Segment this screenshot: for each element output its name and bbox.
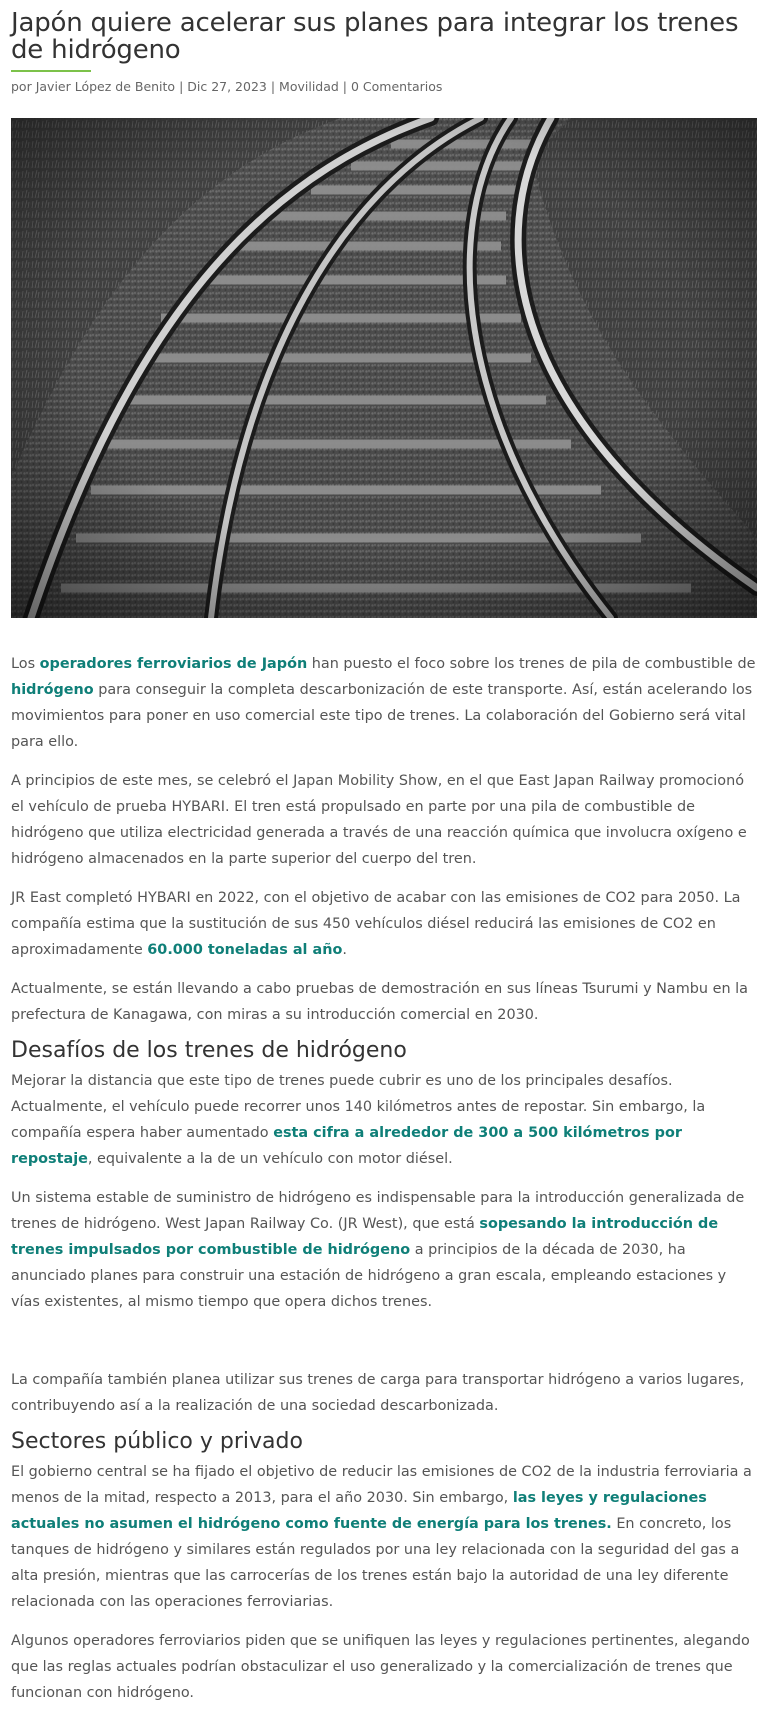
meta-separator: | — [175, 79, 188, 94]
paragraph-1 — [11, 651, 757, 755]
text-run: Los — [11, 656, 40, 672]
text-run: . — [342, 942, 347, 958]
paragraph-7: La compañía también planea utilizar sus trenes de carga para transportar hidrógeno a varios lugares, contribuyendo así a la realización de una sociedad descarbonizada. — [11, 1372, 745, 1414]
text-run: El gobierno central se ha fijado el objetivo de reducir las emisiones de CO2 de la industria ferroviaria a menos de la mitad, respecto a 2013, para el año 2030. Sin embargo, — [11, 1464, 752, 1506]
paragraph-3 — [11, 885, 757, 963]
link-hidrogeno[interactable]: hidrógeno — [11, 682, 94, 698]
article-title: Japón quiere acelerar sus planes para integrar los trenes de hidrógeno — [11, 8, 739, 65]
paragraph-4: Actualmente, se están llevando a cabo pruebas de demostración en sus líneas Tsurumi y Nambu en la prefectura de Kanagawa, con miras a su introducción comercial en 2030. — [11, 981, 748, 1023]
paragraph-6 — [11, 1185, 757, 1315]
meta-separator: | — [338, 79, 351, 94]
hero-image-railway-tracks — [11, 118, 757, 618]
category-link[interactable]: Movilidad — [279, 79, 339, 94]
paragraph-8 — [11, 1459, 757, 1615]
paragraph-5 — [11, 1068, 757, 1172]
text-run: Un sistema estable de suministro de hidrógeno es indispensable para la introducción generalizada de trenes de hidrógeno. West Japan Railway Co. (JR West), que está — [11, 1190, 745, 1232]
author-link[interactable]: Javier López de Benito — [35, 79, 176, 94]
comments-link[interactable]: 0 Comentarios — [351, 79, 443, 94]
text-run: En concreto, los tanques de hidrógeno y similares están regulados por una ley relacionada con la seguridad del gas a alta presión, mientras que las carrocerías de los trenes están bajo la autoridad de una ley diferente relacionada con las operaciones ferroviarias. — [11, 1516, 740, 1610]
section-heading-desafios: Desafíos de los trenes de hidrógeno — [11, 1038, 407, 1063]
link-operadores-ferroviarios[interactable]: operadores ferroviarios de Japón — [39, 656, 308, 672]
post-meta — [11, 78, 757, 96]
section-heading-sectores: Sectores público y privado — [11, 1429, 303, 1454]
railway-tracks-illustration — [11, 118, 757, 618]
text-run: para conseguir la completa descarbonización de este transporte. Así, están acelerando los movimientos para poner en uso comercial este tipo de trenes. La colaboración del Gobierno será vital para ello. — [11, 682, 753, 750]
paragraph-9: Algunos operadores ferroviarios piden que se unifiquen las leyes y regulaciones pertinentes, alegando que las reglas actuales podrían obstaculizar el uso generalizado y la comercialización de trenes que funcionan con hidrógeno. — [11, 1633, 750, 1701]
paragraph-2: A principios de este mes, se celebró el Japan Mobility Show, en el que East Japan Railway promocionó el vehículo de prueba HYBARI. El tren está propulsado en parte por una pila de combustible de hidrógeno que utiliza electricidad generada a través de una reacción química que involucra oxígeno e hidrógeno almacenados en la parte superior del cuerpo del tren. — [11, 773, 747, 867]
text-run: Mejorar la distancia que este tipo de trenes puede cubrir es uno de los principales desafíos. Actualmente, el vehículo puede recorrer unos 140 kilómetros antes de repostar. Sin embargo, la compañía espera haber aumentado — [11, 1073, 706, 1141]
empty-spacer — [11, 1315, 757, 1367]
post-date: Dic 27, 2023 — [187, 79, 267, 94]
link-sopesando-introduccion[interactable]: sopesando la introducción de trenes impulsados por combustible de hidrógeno — [11, 1216, 719, 1258]
article — [11, 0, 757, 1706]
text-run: a principios de la década de 2030, ha anunciado planes para construir una estación de hidrógeno a gran escala, empleando estaciones y vías existentes, al mismo tiempo que opera dichos trenes. — [11, 1242, 727, 1310]
meta-separator: | — [266, 79, 280, 94]
text-run: JR East completó HYBARI en 2022, con el objetivo de acabar con las emisiones de CO2 para 2050. La compañía estima que la sustitución de sus 450 vehículos diésel reducirá las emisiones de CO2 en aproximadamente — [11, 890, 741, 958]
author-prefix: por — [11, 79, 36, 94]
text-run: han puesto el foco sobre los trenes de pila de combustible de — [307, 656, 756, 672]
link-cifra-kilometros[interactable]: esta cifra a alrededor de 300 a 500 kilómetros por repostaje — [11, 1125, 682, 1167]
title-accent-rule — [11, 70, 91, 72]
link-leyes-regulaciones[interactable]: las leyes y regulaciones actuales no asumen el hidrógeno como fuente de energía para los trenes. — [11, 1490, 707, 1532]
text-run: , equivalente a la de un vehículo con motor diésel. — [87, 1151, 453, 1167]
link-60000-toneladas[interactable]: 60.000 toneladas al año — [147, 942, 343, 958]
